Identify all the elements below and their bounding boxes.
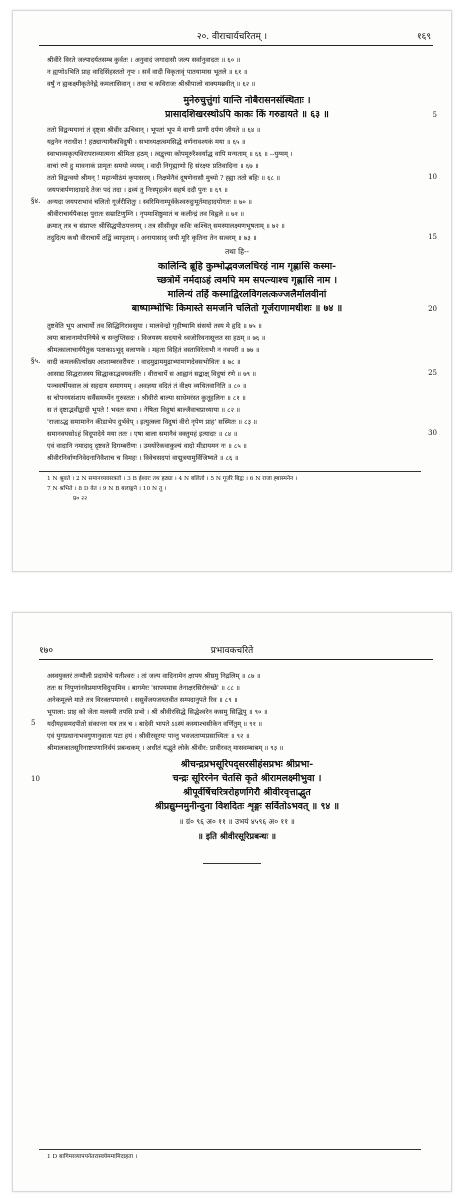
verse-line: 'राजाऽद्ध समामानेन कीडाभेप दुर्भवेप् । इत्युत्क्ला विदुषां वीरो नृपेण प्राह' सस्मितः ॥ ८३ ॥ bbox=[47, 418, 258, 426]
page-header bbox=[13, 29, 451, 43]
verse-line: ततो विद्वन्वयो श्रीमन् ! महान्मीठंमं कृपासरम् । निक्षमेनैवं दूषणेनासौ मुच्यो ? ह्ह्या ततो बहिः ॥ ६८ ॥ bbox=[47, 174, 281, 182]
verse-line: अनेकमूल्ले माते तत्र विरक्तपमानसे । ससुर्वेजयजयतवीत सम्पदानुपते रिव ॥ ८९ ॥ bbox=[47, 696, 238, 704]
header-rule bbox=[39, 659, 433, 660]
footnote-line: 1 D बागिमरव्यापयनेतरास्वयेममामिदाहता । bbox=[47, 1154, 138, 1160]
line-number: 15 bbox=[428, 233, 437, 241]
footnote-rule bbox=[39, 1149, 421, 1150]
verse-line: वादी कमलकीर्त्याख्य आशाम्बरवरीयरः । वादमुद्राममुद्राभ्यामाणदेवसभोवितः ॥ ७८ ॥ bbox=[47, 358, 241, 366]
verse-line: पञ्चवर्षीयवाल त्वं सहदाय समागमम् । अवज्ञया वदितं तं वीक्ष्य व्यथितवानिति ॥ ८० ॥ bbox=[47, 382, 247, 390]
verse-line: ततः स निपुणांनवैप्रमाणविदुपामिव । बागमेरः 'सापयमास तेनाक्षरसिरोरुच्छे' ॥ ८८ ॥ bbox=[47, 684, 240, 692]
poem-line: मालिन्यं तर्हि कस्माद्विरलविगलत्कज्जलैर्मालवीनां bbox=[167, 289, 327, 300]
line-number: 25 bbox=[428, 369, 437, 377]
poem-line: कालिन्दि ब्रूहि कुम्भोद्भवजलधिरहं नाम गृह्णासि कस्मा- bbox=[157, 261, 337, 272]
verse-line: वाचां रणे हु मावनाकं प्रामृतः समयो व्ययम् । वादी निगृह्माणो हि संरक्ष्यः प्रतिवादिना ॥ ६७ ॥ bbox=[47, 162, 259, 170]
footnote-rule bbox=[39, 471, 421, 472]
poem-line: श्रीचन्द्रप्रभसूरिपद्‌सरसीहंसप्रभः श्रीप्रभा- bbox=[180, 759, 314, 770]
verse-line: एवं वादानि नमादाद् दृष्टवते दिगम्बरीणः । उमयोरेकवाकुल्यं वादो मीडायमन नः ॥ ८५ ॥ bbox=[47, 442, 247, 450]
footnote-line: 1 N श्रुवते । 2 N समानध्यवसत्रतो । 3 B ईश्वरः तथ हठ्या । 4 N बलितो । 5 N गूर्जरे बिद्वः । 6 N राजा ह्बास्मनेन । bbox=[47, 476, 298, 482]
verse-line: समानवयसोऽहं विदूपादेये मया ततः । एषा बाला समानैवं वक्तुमहं इत्यादाः ॥ ८४ ॥ bbox=[47, 430, 238, 438]
count-line: ॥ ग्रं० ९६ अ० ११ ॥ उभयं ४५९६ अ० ११ ॥ bbox=[179, 817, 295, 826]
quoted-verse-line: मुनेरुचुत्तुंगां यान्ति नोबैरासनसंस्थिताः । bbox=[183, 95, 311, 106]
poem-line: च्छत्रोर्मे नर्मदाऽहं त्वमपि मम सपत्न्याश्च गृह्णासि नाम । bbox=[156, 275, 338, 286]
running-title: प्रभावकचरिते bbox=[210, 646, 254, 656]
line-number: 10 bbox=[31, 775, 40, 783]
verse-line: जयपत्रार्पणादादादे तेजः पदं तदा । द्रव्यं तु निःस्पृहत्वेन सहर्ष ददौ पुनः ॥ ६९ ॥ bbox=[47, 186, 228, 194]
verse-line: श्रीवीराचार्यपैकाक्ष पुरातः सम्राटिणुम्नि । नृपमाशिष्ठुमातं च कलीन्द्रं तव विह्वले ॥ ७१ ॥ bbox=[47, 210, 245, 218]
verse-line: ततो विद्वन्मयानां तं दृष्ट्वा श्रीवीर ऊचिवान् । भूपतां भूप मे वाणी प्राणी दर्पण जीयते ॥ ६४ ॥ bbox=[47, 126, 261, 134]
verse-line: तदुदित्य कथौ वीराचार्ये तद्विं व्यापृताम् । अनायासाद् जयी मूरि कृतिना तेन सत्वरम् ॥ ७३ ॥ bbox=[47, 234, 257, 242]
verse-line: स तं दृष्टाद्भवीद्वादी भूपते ! भवतः सभा । नेषिता विदुषां बाल्जैवाचप्राध्याया ॥ ८२ ॥ bbox=[47, 406, 241, 414]
verse-line: अन्यदा जयपराभावं चलितो गूर्जरीशितुः । स्वरिमिनाम्पूर्वकेश्वरुदुःमूर्तमाहादयोगतः ॥ ७० ॥ bbox=[47, 198, 252, 206]
verse-line: स चोपनयसंशाय सर्वैसमर्थ्येन गुरुस्ततः । श्रीवीरो बाल्या साधेमरंस्त कुतूहलिनः ॥ ८१ ॥ bbox=[47, 394, 246, 402]
end-rule bbox=[203, 863, 261, 864]
header-rule bbox=[39, 45, 433, 46]
interjection-line: तथा हि-- bbox=[224, 247, 250, 256]
footnote-line: 7 N श्रभिते । 8 D वेत । 9 N B बलाङ्गने । 10 N तु । bbox=[47, 486, 167, 492]
line-number: 20 bbox=[428, 305, 437, 313]
verse-line: न ह्यणोऽभिति प्राह वादिसिंहस्ततो नृपः । सर्वं वादी विकृतावृं पातयामास भूतले ॥ ६१ ॥ bbox=[47, 68, 248, 76]
line-number: 10 bbox=[428, 173, 437, 181]
verse-line: श्रीवीरे विरते जल्पादर्यतसम्ब कुर्वतः । अनुवादं जगादासौ जल्प सर्वानुवादतः ॥ ६० ॥ bbox=[47, 56, 241, 64]
verse-line: यद्गनेन नराधीश ! हठ्यान्यायैकविदुषी । सभाध्यक्षत्वमसिद्धे वर्णनावश्यकं मया ॥ ६५ ॥ bbox=[47, 138, 246, 146]
page-bottom bbox=[12, 612, 452, 1192]
verse-line: श्रीवीरनिर्वाणनिवेदनानिवैशाच च विमहः । विवेचसदपां वाद्मुत्रयामुर्विजिष्यते ॥ ८६ ॥ bbox=[47, 454, 239, 462]
poem-line: बाष्पाम्भोभिः किमास्ते समजनि चलितो गूर्जराणामधीशः ॥ ७४ ॥ bbox=[131, 303, 343, 314]
verse-line: एवं युगप्रधानाभवगुणानुवाता पटा हयं । श्रीवीरसूरयः पान्तु भवजताप्यप्रसाध्यितः ॥ ९२ ॥ bbox=[47, 732, 250, 740]
verse-line: यदीयहसमदपीतो संकान्ता यत्र तत्र च । बादेवी भापते ऽऽस्यं कस्याश्चसीकेन वर्णितुम् ॥ ९१ ॥ bbox=[47, 720, 263, 728]
verse-line: भूपाला: प्राह को जेता मलस्मी तपसि प्रभो । श्री श्रीवीरसिद्धे सिद्धेश्वरेन कसमु सिद्धिपु ॥ ९० ॥ bbox=[47, 708, 268, 716]
line-number: 5 bbox=[31, 719, 36, 727]
verse-line: वर्षुं न ह्यकक्ष्मीकृतेनेह्ने कमलासिवान् । तथा च कविराजः श्रीश्रीपालो वाक्यमब्रवीत् ॥ ६२ ॥ bbox=[47, 80, 256, 88]
page-number: १७० bbox=[39, 646, 54, 656]
verse-line: अस्वयुक्तरं तन्मौली प्रदायोचे यतीश्वरः । तां जल्प वादिनामेन क्षापय श्रीघ्रमु निद्रलिम् ॥ ८७ ॥ bbox=[47, 672, 261, 680]
line-number: 30 bbox=[428, 429, 437, 437]
sheet-mark: प्र० २२ bbox=[73, 496, 88, 502]
verse-line: तुष्टवेति भूप आचार्यो तव सिद्धिगिरावसुया । मालवेन्द्रो गृहीष्यामि संसयो तस्य मे हृदि ॥ ७५ ॥ bbox=[47, 322, 262, 330]
verse-line: क्रमात् तत्र च संप्राप्तः श्रीसिद्धपीठपत्तनम् । तत्र सीसीधूव कविः कश्चित् समस्यालक्ष्मणभूषताम् ॥ ७२ ॥ bbox=[47, 222, 285, 230]
verse-line: आसाद्य सिद्धराजस्य सिद्धाकाद्भवयवर्तरिः । वीराचार्ये स आह्वानं सद्बाक्ष् विदुषां रणे ॥ ७९ ॥ bbox=[47, 370, 257, 378]
poem-line: श्रीप्रद्युम्नमुनीन्दुना विशदितः शृङ्गः सर्वितोऽभवत् ॥ ९४ ॥ bbox=[154, 801, 340, 812]
page-top bbox=[12, 10, 452, 572]
running-title: २०. वीराचार्यचरितम् । bbox=[196, 32, 268, 42]
verse-line: श्रीमालकातसूरिनाष्टपणानिर्वयं प्रबन्धकम् । अधीतं यद्भुते लोके श्रीवीर: प्रावीरवत् मासवम्बाबम् ॥ ९३ ॥ bbox=[47, 744, 284, 752]
poem-line: श्रीपूर्वर्षिचरित्ररोहणगिरौ श्रीवीरवृत्ताद्भुत bbox=[183, 787, 311, 798]
section-mark: §५. bbox=[31, 357, 41, 365]
verse-line: त्वया बालानामोपनिषेवे च सन्तुप्तिसदः । विजयस्य सदयाचे ध्वजोरिवनासूत्तत सा हठम् ॥ ७६ ॥ bbox=[47, 334, 266, 342]
section-mark: §४. bbox=[31, 197, 41, 205]
colophon: ॥ इति श्रीवीरसूरिप्रबन्धः ॥ bbox=[197, 831, 277, 841]
page-number: १६९ bbox=[416, 32, 431, 42]
verse-line: स्वाभाव्यकृत्यविरापराव्यात्मना श्रीमिता हठम् । त्वद्वृत्त्या कोपमूरुरैश्वर्याद्ध वापि मन्यताम् ॥ ६६ ॥ --युग्मम् । bbox=[47, 150, 293, 158]
page-header bbox=[13, 643, 451, 657]
line-number: 5 bbox=[432, 111, 437, 119]
quoted-verse-line: प्रासादशिखरस्थोऽपि काकः किं गरुडायते ॥ ६३ ॥ bbox=[165, 109, 329, 120]
poem-line: चन्द्रः सूरिरनेन चेतसि कृते श्रीरामलक्ष्मीभुवा । bbox=[172, 773, 322, 784]
verse-line: श्रीमत्कालाचार्यपैतुक पताकाऽभूद् वलाणके । महता विहितं वस्ताविरेताभी न नवपरी ॥ ७७ ॥ bbox=[47, 346, 260, 354]
